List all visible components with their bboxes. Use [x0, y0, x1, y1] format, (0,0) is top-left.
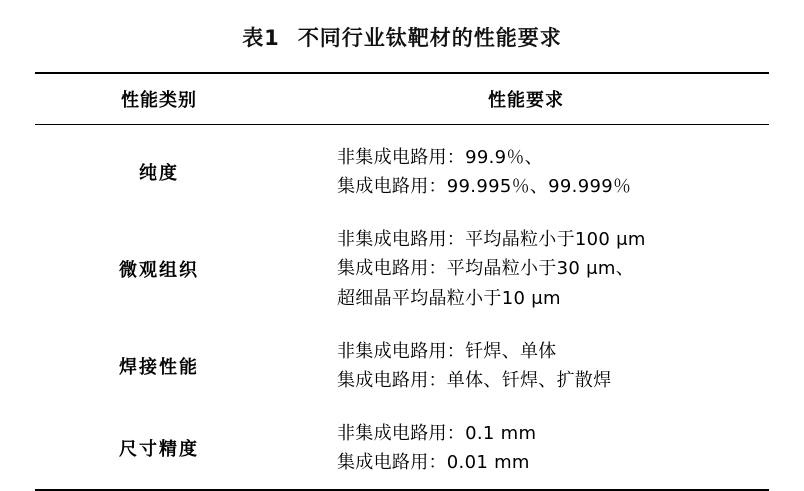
cell-requirement	[283, 213, 769, 324]
cell-category: 纯度	[139, 163, 179, 185]
table-row	[35, 131, 769, 213]
header-cell-category: 性能类别	[35, 73, 283, 125]
requirement-line: 非集成电路用：钎焊、单体	[337, 340, 557, 362]
table-header-row	[35, 73, 769, 125]
cell-category: 尺寸精度	[119, 439, 199, 461]
header-cell-requirement: 性能要求	[283, 73, 769, 125]
table-caption-number: 表1	[242, 26, 280, 50]
requirement-line: 集成电路用：0.01 mm	[337, 452, 530, 474]
requirement-line: 集成电路用：平均晶粒小于30 μm、	[337, 258, 635, 280]
performance-requirements-table	[35, 72, 769, 491]
table-row	[35, 213, 769, 324]
cell-category: 微观组织	[119, 260, 199, 282]
requirement-line: 超细晶平均晶粒小于10 μm	[337, 287, 561, 309]
requirement-line: 非集成电路用：99.9％、	[337, 147, 543, 168]
requirement-line: 非集成电路用：平均晶粒小于100 μm	[337, 229, 646, 251]
cell-requirement	[283, 131, 769, 213]
requirement-line: 非集成电路用：0.1 mm	[337, 423, 537, 445]
table-caption	[0, 0, 804, 72]
requirement-line: 集成电路用：99.995％、99.999％	[337, 176, 632, 198]
table-caption-text: 不同行业钛靶材的性能要求	[297, 26, 562, 50]
requirement-line: 集成电路用：单体、钎焊、扩散焊	[337, 369, 612, 391]
cell-category: 焊接性能	[119, 356, 199, 378]
cell-requirement	[283, 325, 769, 407]
table-row	[35, 325, 769, 407]
